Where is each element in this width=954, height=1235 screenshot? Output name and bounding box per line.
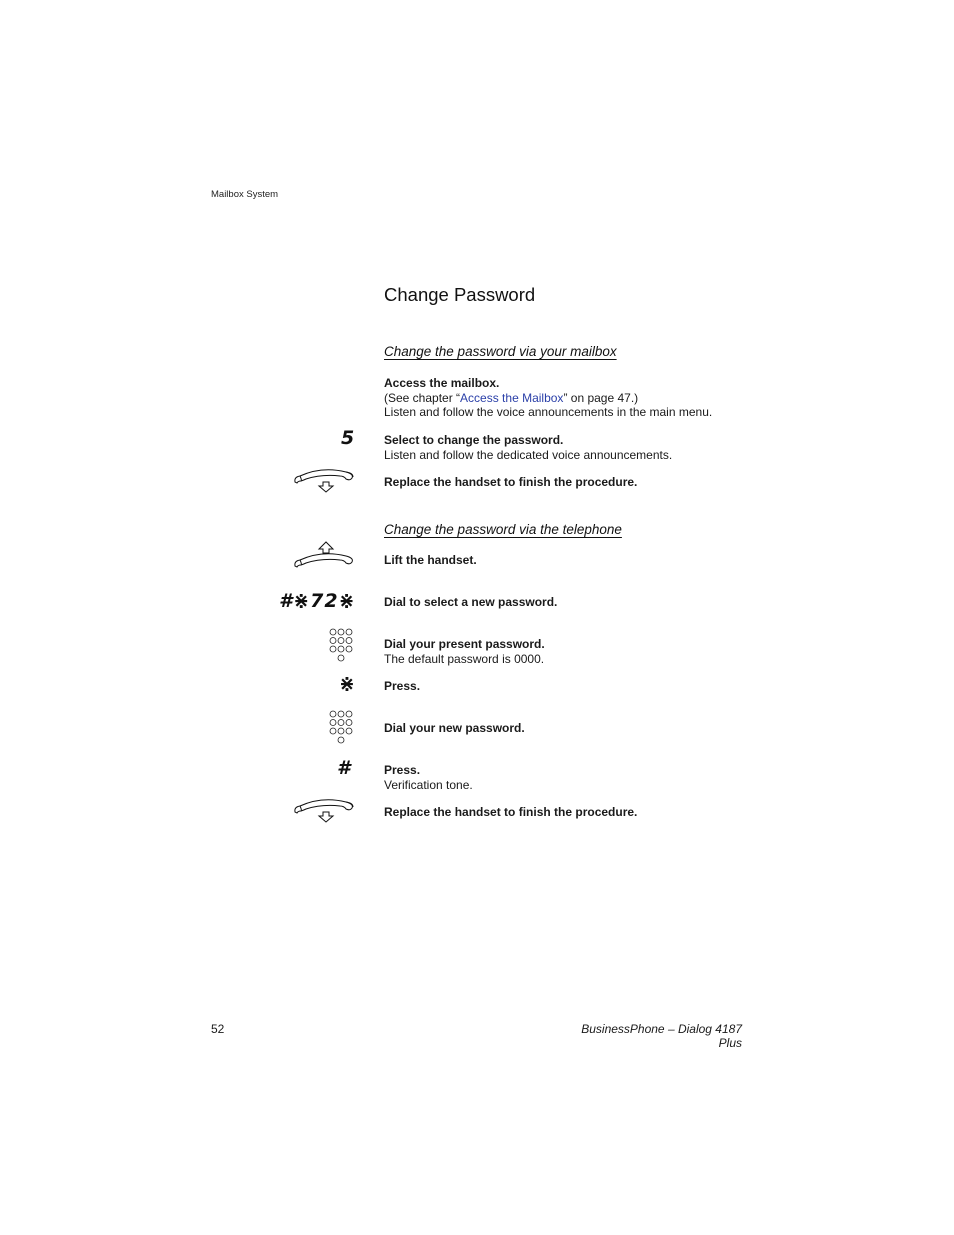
page-title: Change Password — [384, 284, 536, 305]
step-instruction: Press. — [384, 763, 421, 777]
step-replace-handset — [384, 475, 637, 490]
step-select-change — [384, 433, 672, 462]
step-dial-new — [384, 721, 525, 736]
step-instruction: Lift the handset. — [384, 553, 477, 567]
step-instruction: Access the mailbox. — [384, 376, 500, 390]
note-suffix: ” on page 47.) — [563, 390, 639, 405]
dial-code-icon: #⋇72⋇ — [279, 590, 356, 612]
step-note — [384, 391, 712, 406]
page-number: 52 — [211, 1022, 225, 1036]
handset-lift-icon — [292, 540, 356, 570]
note-prefix: (See chapter “ — [384, 390, 461, 405]
hash-key-icon: # — [337, 757, 351, 779]
step-press-hash — [384, 763, 473, 792]
section-heading-telephone: Change the password via the telephone — [384, 522, 622, 537]
step-note: The default password is 0000. — [384, 651, 545, 666]
digit-5-key-icon: 5 — [341, 427, 355, 449]
step-instruction: Dial to select a new password. — [384, 595, 558, 609]
running-header: Mailbox System — [211, 189, 279, 200]
footer-product: BusinessPhone – Dialog 4187 Plus — [581, 1022, 742, 1050]
keypad-icon — [328, 710, 354, 746]
step-access-mailbox — [384, 376, 712, 420]
step-replace-handset-final — [384, 805, 637, 820]
step-dial-present — [384, 637, 545, 666]
step-note: Listen and follow the voice announcements in the main menu. — [384, 405, 713, 419]
step-instruction: Select to change the password. — [384, 433, 564, 447]
step-note: Listen and follow the dedicated voice announcements. — [384, 447, 673, 462]
step-dial-code — [384, 595, 557, 610]
step-instruction: Replace the handset to finish the procedure. — [384, 475, 638, 489]
star-key-icon: ⋇ — [339, 673, 355, 695]
handset-replace-icon — [292, 466, 356, 494]
keypad-icon — [328, 628, 354, 664]
step-instruction: Press. — [384, 679, 421, 693]
step-instruction: Dial your new password. — [384, 721, 525, 735]
section-heading-mailbox: Change the password via your mailbox — [384, 344, 617, 359]
access-mailbox-link[interactable]: Access the Mailbox — [460, 390, 564, 405]
handset-replace-icon — [292, 796, 356, 824]
step-instruction: Replace the handset to finish the procedure. — [384, 805, 638, 819]
step-instruction: Dial your present password. — [384, 637, 545, 651]
step-note: Verification tone. — [384, 777, 473, 792]
step-press-star — [384, 679, 420, 694]
step-lift-handset — [384, 553, 477, 568]
